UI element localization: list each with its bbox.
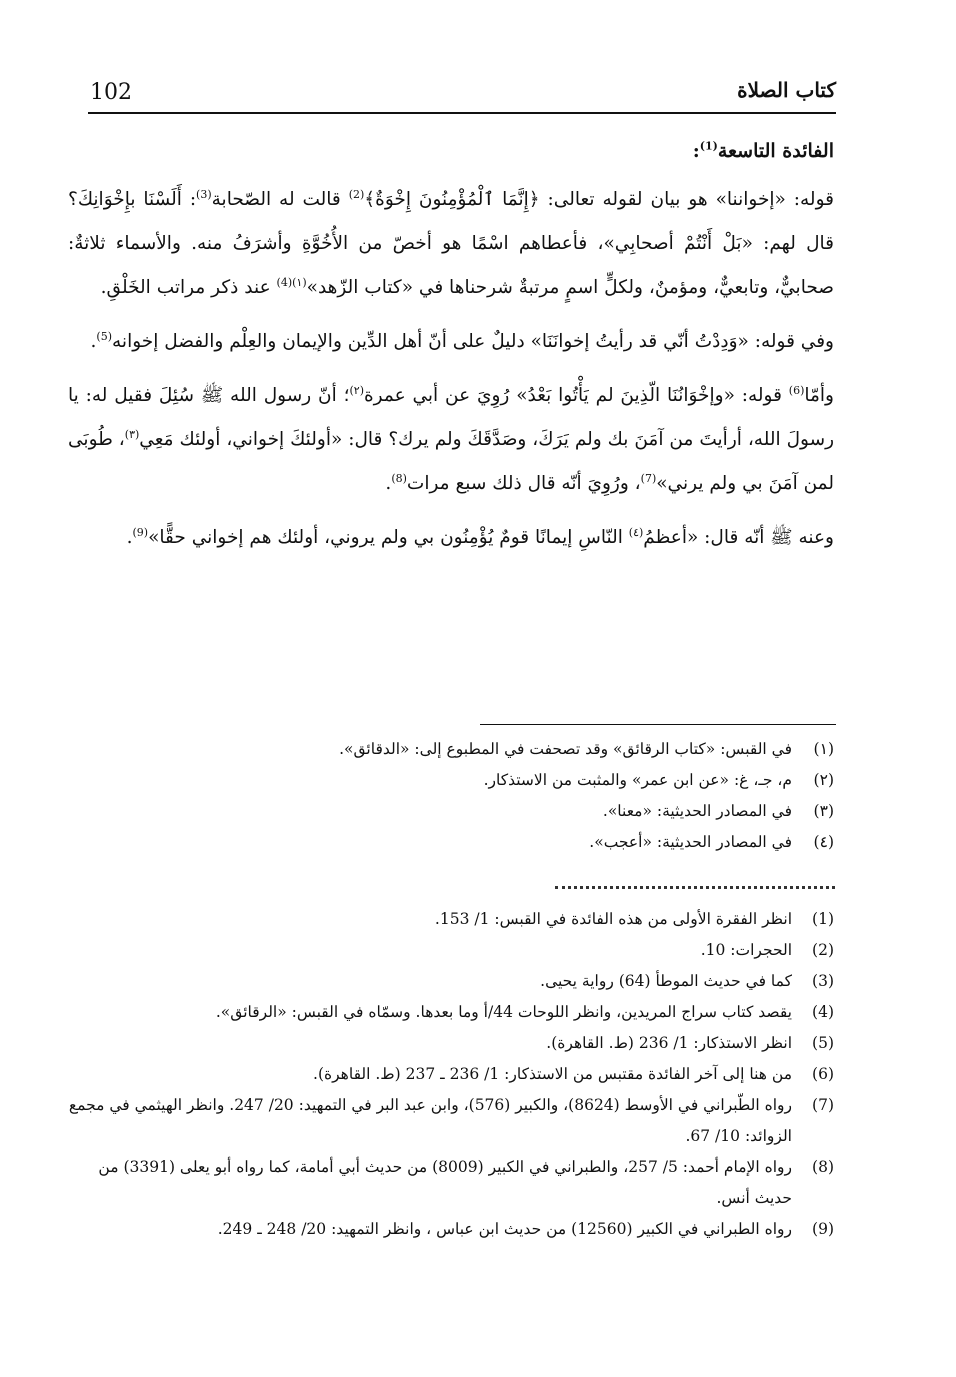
section-heading-text: الفائدة التاسعة xyxy=(717,140,834,162)
footnote-item xyxy=(68,1214,834,1245)
footnote-ref: (8) xyxy=(391,471,407,485)
paragraph-text: عند ذكر مراتب الخَلْقِ. xyxy=(100,277,277,298)
footnote-number: (١) xyxy=(813,740,834,758)
footnote-number: (5) xyxy=(812,1034,834,1052)
footnote-text: يقصد كتاب سراج المريدين، وانظر اللوحات 44/أ وما بعدها. وسمّاه في القبس: «الرقائق». xyxy=(215,1003,792,1021)
footnote-number: (8) xyxy=(812,1158,834,1176)
footnote-ref: (٢) xyxy=(349,383,364,397)
footnote-item xyxy=(68,966,834,997)
footnote-text: رواه الطبراني في الكبير (12560) من حديث ابن عباس ، وانظر التمهيد: 20/ 248 ـ 249. xyxy=(217,1220,792,1238)
paragraph-text: قوله: «إخواننا» هو بيان لقوله تعالى: ﴿إِنَّمَا ٱلْمُؤْمِنُونَ إِخْوَةٌ﴾ xyxy=(364,189,834,210)
header-rule xyxy=(88,112,836,114)
footnote-text: في القبس: «كتاب الرقائق» وقد تصحفت في المطبوع إلى: «الدقائق». xyxy=(339,740,792,758)
footnote-number: (1) xyxy=(812,910,834,928)
paragraph-text: وعنه ﷺ أنّه قال: «أعظمُ xyxy=(643,527,834,548)
footnote-ref: (٤) xyxy=(628,525,644,539)
footnote-number: (4) xyxy=(812,1003,834,1021)
paragraph-text: : أَلَسْنَا بإِخْوَانِكَ؟ قال لهم: «بَلْ أَنْتُمْ أصحابِي»، فأعطاهم اسْمًا هو أخصّ من الأُخُوَّةِ وأشرَفُ منه. والأسماء ثلاثةٌ: صحابيٌّ، وتابعيٌّ، ومؤمنٌ، ولكلٍّ اسمٍ مرتبةٌ شرحناها في «كتاب الزّهد» xyxy=(68,189,834,298)
footnote-text: في المصادر الحديثية: «أعجب». xyxy=(589,833,792,851)
footnote-text: في المصادر الحديثية: «معنا». xyxy=(602,802,792,820)
footnote-number: (٤) xyxy=(813,833,834,851)
paragraph xyxy=(68,516,834,560)
footnote-number: (3) xyxy=(812,972,834,990)
footnote-number: (٢) xyxy=(813,771,834,789)
paragraph-text: قوله: «وإخْوَانُنَا الّذِينَ لم يَأْتُوا بَعْدُ» رُوِيَ عن أبي عمرة xyxy=(363,385,789,406)
section-heading xyxy=(68,128,834,174)
footnote-ref: (1) xyxy=(699,139,718,153)
dotted-separator xyxy=(555,886,835,889)
footnote-ref: (2) xyxy=(348,187,365,201)
footnote-text: م، جـ، غ: «عن ابن عمر» والمثبت من الاستذكار. xyxy=(483,771,792,789)
footnote-item xyxy=(68,1090,834,1152)
section-heading-suffix: : xyxy=(692,140,700,162)
paragraph-text: . xyxy=(90,331,97,352)
paragraph xyxy=(68,320,834,364)
paragraph-text: قالت له الصّحابة xyxy=(211,189,349,210)
footnote-number: (٣) xyxy=(813,802,834,820)
footnote-number: (2) xyxy=(812,941,834,959)
paragraphs xyxy=(68,178,834,560)
footnote-ref: (3) xyxy=(196,187,212,201)
footnote-text: رواه الإمام أحمد: 5/ 257، والطبراني في الكبير (8009) من حديث أبي أمامة، كما رواه أبو يعلى (3391) من حديث أنس. xyxy=(98,1158,792,1207)
footnote-item xyxy=(68,734,834,765)
main-text xyxy=(68,128,834,570)
page-number: 102 xyxy=(90,80,132,105)
paragraph-text: . xyxy=(385,473,392,494)
paragraph-text: النّاسِ إيمانًا قومٌ يُؤْمِنُون بي ولم يروني، أولئك هم إخواني حقًّا» xyxy=(148,527,629,548)
footnote-item xyxy=(68,827,834,858)
paragraph-text: . xyxy=(126,527,133,548)
footnote-item xyxy=(68,1059,834,1090)
footnote-ref: (5) xyxy=(96,329,113,343)
footnote-ref: (9) xyxy=(132,525,149,539)
variant-notes xyxy=(68,734,834,858)
footnote-rule xyxy=(480,724,836,725)
paragraph-text: ، طُوبَى لمن آمَنَ بي ولم يرني» xyxy=(68,429,834,494)
footnote-number: (7) xyxy=(812,1096,834,1114)
footnote-item xyxy=(68,935,834,966)
page-header xyxy=(90,74,836,114)
footnote-ref: (7) xyxy=(640,471,657,485)
footnote-text: رواه الطّبراني في الأوسط (8624)، والكبير (576)، وابن عبد البر في التمهيد: 20/ 247. وانظر الهيثمي في مجمع الزوائد: 10/ 67. xyxy=(68,1096,792,1145)
footnote-item xyxy=(68,904,834,935)
editor-notes xyxy=(68,904,834,1245)
footnote-item xyxy=(68,997,834,1028)
footnote-item xyxy=(68,1152,834,1214)
footnote-item xyxy=(68,1028,834,1059)
paragraph xyxy=(68,178,834,310)
footnote-text: كما في حديث الموطأ (64) رواية يحيى. xyxy=(540,972,792,990)
footnote-text: انظر الاستذكار: 1/ 236 (ط. القاهرة). xyxy=(546,1034,792,1052)
paragraph-text: ؛ أنّ رسول الله ﷺ سُئِلَ فقيل له: يا رسولَ الله، أرأيتَ من آمَنَ بك ولم يَرَكَ، وصَدَّقَكَ ولم يرك؟ قال: «أولئكَ إخواني، أولئك مَعِي xyxy=(68,385,835,450)
footnote-number: (6) xyxy=(812,1065,834,1083)
footnote-ref: (١)(4) xyxy=(276,275,307,289)
footnote-text: الحجرات: 10. xyxy=(700,941,792,959)
footnote-text: انظر الفقرة الأولى من هذه الفائدة في القبس: 1/ 153. xyxy=(434,910,792,928)
footnote-text: من هنا إلى آخر الفائدة مقتبس من الاستذكار: 1/ 236 ـ 237 (ط. القاهرة). xyxy=(313,1065,792,1083)
footnote-number: (9) xyxy=(812,1220,834,1238)
paragraph-text: وأمّا xyxy=(804,385,834,406)
footnote-item xyxy=(68,796,834,827)
footnote-item xyxy=(68,765,834,796)
running-title: كتاب الصلاة xyxy=(737,78,836,102)
footnote-ref: (٣) xyxy=(124,427,140,441)
footnote-ref: (6) xyxy=(788,383,805,397)
paragraph-text: وفي قوله: «وَدِدْتُ أنّي قد رأيتُ إخوانَنَا» دليلٌ على أنّ أهل الدِّين والإيمان والعِلْم والفضل إخوانه xyxy=(112,331,834,352)
paragraph xyxy=(68,374,834,506)
paragraph-text: ، ورُوِيَ أنّه قال ذلك سبع مرات xyxy=(406,473,641,494)
